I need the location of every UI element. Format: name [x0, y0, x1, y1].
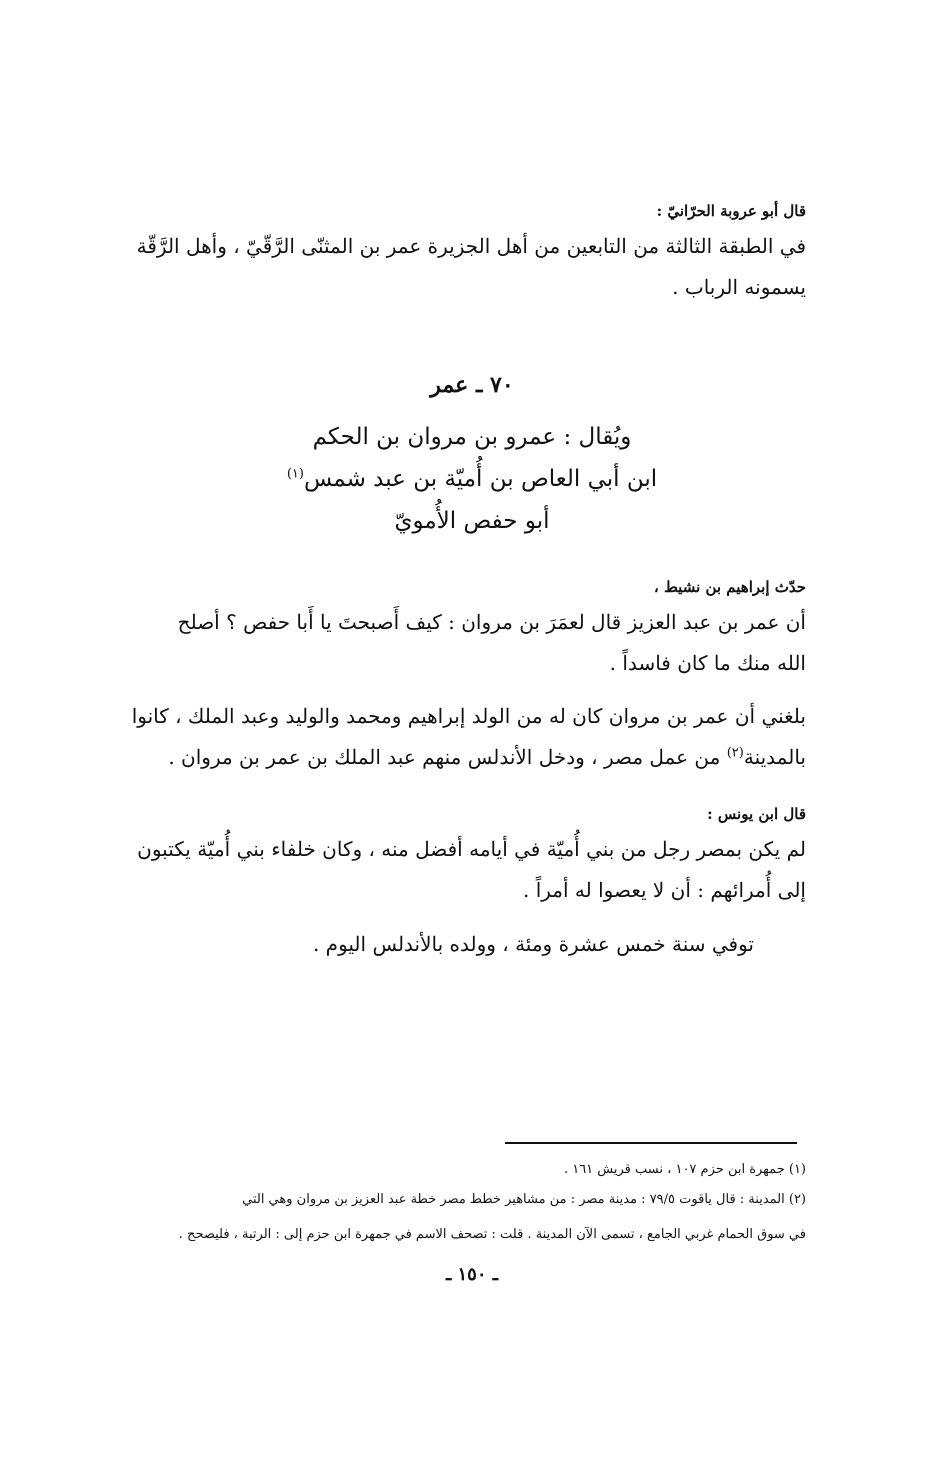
yunus-paragraph: [134, 829, 806, 911]
intro-paragraph: [134, 226, 806, 308]
children-line-2-end: من عمل مصر ، ودخل الأندلس منهم عبد الملك بن عمر بن مروان .: [168, 745, 727, 769]
death-line: توفي سنة خمس عشرة ومئة ، وولده بالأندلس اليوم .: [312, 932, 754, 956]
hadith-line-2: الله منك ما كان فاسداً .: [609, 651, 806, 675]
children-paragraph: [131, 696, 806, 778]
entry-name-line-1: ويُقال : عمرو بن مروان بن الحكم: [312, 424, 632, 450]
yunus-line-1: لم يكن بمصر رجل من بني أُميّة في أيامه أفضل منه ، وكان خلفاء بني أُميّة يكتبون: [137, 837, 806, 861]
footnote-2-line-1: (٢) المدينة : قال ياقوت ٧٩/٥ : مدينة مصر : من مشاهير خطط مصر خطة عبد العزيز بن مروان وهي التي: [242, 1192, 806, 1207]
footnote-separator: [505, 1142, 797, 1144]
yunus-source-label: قال ابن يونس :: [707, 805, 806, 823]
footnote-ref-2: (٢): [726, 745, 744, 761]
children-line-1: بلغني أن عمر بن مروان كان له من الولد إبراهيم ومحمد والوليد وعبد الملك ، كانوا: [131, 704, 806, 728]
footnote-2-line-2: في سوق الحمام غربي الجامع ، تسمى الآن المدينة . قلت : تصحف الاسم في جمهرة ابن حزم إلى : الرتبة ، فليصحح .: [178, 1227, 806, 1242]
footnote-1: (١) جمهرة ابن حزم ١٠٧ ، نسب قريش ١٦١ .: [563, 1162, 806, 1177]
intro-line-1: في الطبقة الثالثة من التابعين من أهل الجزيرة عمر بن المثنّى الرَّقّيّ ، وأهل الرَّقّة: [136, 234, 806, 258]
intro-line-2: يسمونه الرباب .: [672, 275, 806, 299]
page-number: ـ ١٥٠ ـ: [445, 1264, 499, 1285]
entry-name-line-2-text: ابن أبي العاص بن أُميّة بن عبد شمس: [303, 466, 658, 492]
footnote-ref-1: (١): [286, 466, 304, 482]
hadith-line-1: أن عمر بن عبد العزيز قال لعمَرَ بن مروان : كيف أَصبحتَ يا أَبا حفص ؟ أصلح: [177, 610, 806, 634]
entry-title: ٧٠ ـ عمر: [430, 372, 514, 398]
children-line-2-start: بالمدينة: [743, 745, 806, 769]
entry-kunya-line: أبو حفص الأُمويّ: [394, 508, 550, 534]
hadith-source-label: حدّث إبراهيم بن نشيط ،: [653, 578, 806, 596]
entry-name-line-2: [0, 458, 944, 500]
hadith-paragraph: [134, 602, 806, 684]
entry-name-block: [0, 416, 944, 542]
intro-source-label: قال أبو عروبة الحرّانيّ :: [656, 202, 806, 220]
children-line-2: [134, 737, 806, 778]
yunus-line-2: إلى أُمرائهم : أن لا يعصوا له أمراً .: [522, 878, 806, 902]
death-paragraph: [134, 924, 754, 965]
